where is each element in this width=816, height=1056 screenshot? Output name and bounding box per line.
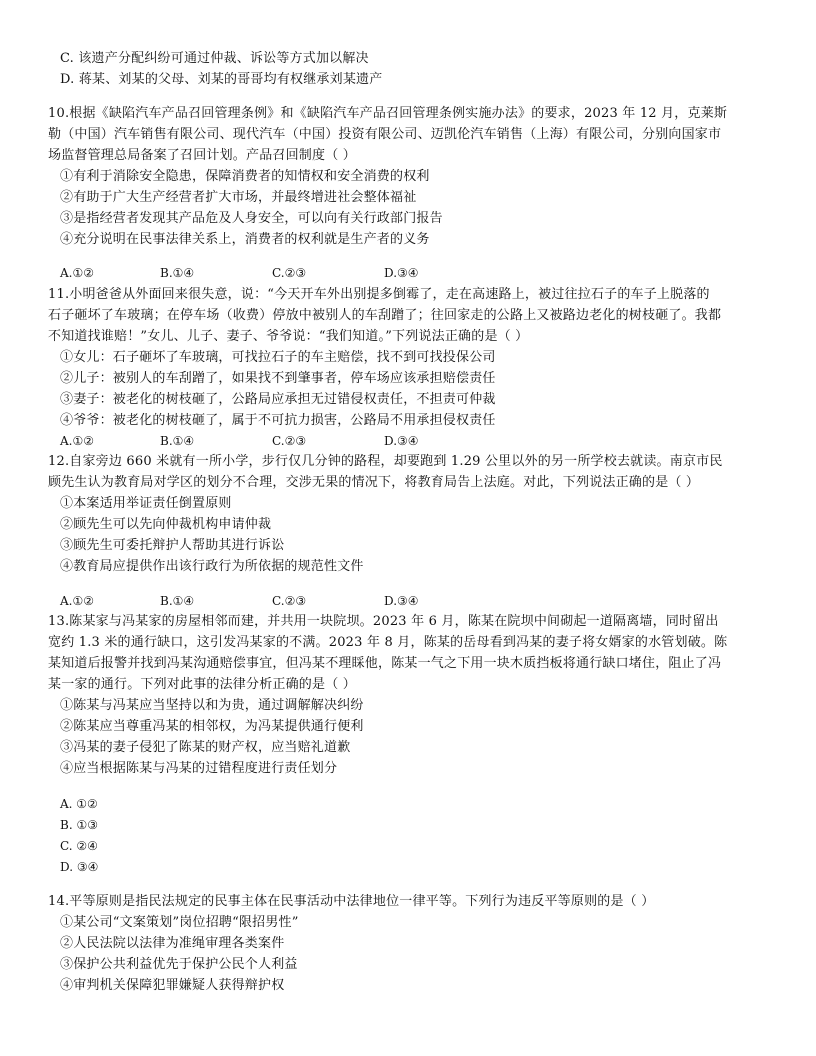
question-11-stem-line: 不知道找谁赔！”女儿、儿子、妻子、爷爷说：“我们知道。”下列说法正确的是（ ）	[48, 329, 529, 344]
question-10-stem-line: 场监督管理总局备案了召回计划。产品召回制度（ ）	[48, 148, 356, 163]
question-11-option-b: B.①④	[160, 434, 195, 448]
question-12-stem-line: 顾先生认为教育局对学区的划分不合理，交涉无果的情况下，将教育局告上法庭。对此，下列说法正确的是（ ）	[48, 475, 700, 490]
question-13-stem-line: 宽约 1.3 米的通行缺口，这引发冯某家的不满。2023 年 8 月，陈某的岳母看到冯某的妻子将女婿家的水管划破。陈	[48, 635, 728, 650]
question-11-stem-line: 石子砸坏了车玻璃；在停车场（收费）停放中被别人的车刮蹭了；往回家走的公路上又被路边老化的树枝砸了。我都	[48, 308, 722, 323]
question-11-option-a: A.①②	[60, 434, 94, 448]
question-13-option-b: B. ①③	[60, 818, 98, 832]
question-10-option-a: A.①②	[60, 266, 94, 280]
question-13-stem-line: 13.陈某家与冯某家的房屋相邻而建，并共用一块院坝。2023 年 6 月，陈某在院坝中间砌起一道隔离墙，同时留出	[48, 614, 719, 629]
question-12-stem-line: 12.自家旁边 660 米就有一所小学，步行仅几分钟的路程，却要跑到 1.29 公里以外的另一所学校去就读。南京市民	[48, 454, 723, 469]
question-10-item: ①有利于消除安全隐患，保障消费者的知情权和安全消费的权利	[60, 169, 430, 184]
question-12-option-a: A.①②	[60, 594, 94, 608]
question-10-stem-line: 勒（中国）汽车销售有限公司、现代汽车（中国）投资有限公司、迈凯伦汽车销售（上海）有限公司，分别向国家市	[48, 127, 722, 142]
question-10-option-d: D.③④	[384, 266, 419, 280]
question-11-item: ①女儿：石子砸坏了车玻璃，可找拉石子的车主赔偿，找不到可找投保公司	[60, 350, 496, 365]
question-13-option-c: C. ②④	[60, 839, 98, 853]
question-11-stem-line: 11.小明爸爸从外面回来很失意，说：“今天开车外出别提多倒霉了，走在高速路上，被过往拉石子的车子上脱落的	[48, 287, 710, 302]
question-12-option-b: B.①④	[160, 594, 195, 608]
question-14-item: ①某公司“文案策划”岗位招聘“限招男性”	[60, 915, 299, 930]
question-13-option-a: A. ①②	[60, 797, 98, 811]
question-10-item: ④充分说明在民事法律关系上，消费者的权利就是生产者的义务	[60, 232, 430, 247]
question-10-item: ③是指经营者发现其产品危及人身安全，可以向有关行政部门报告	[60, 211, 443, 226]
question-13-stem-line: 某知道后报警并找到冯某沟通赔偿事宜，但冯某不理睬他，陈某一气之下用一块木质挡板将通行缺口堵住，阻止了冯	[48, 656, 722, 671]
question-13-item: ③冯某的妻子侵犯了陈某的财产权，应当赔礼道歉	[60, 740, 351, 755]
question-11-option-c: C.②③	[272, 434, 307, 448]
question-13-item: ②陈某应当尊重冯某的相邻权，为冯某提供通行便利	[60, 719, 364, 734]
question-13-item: ④应当根据陈某与冯某的过错程度进行责任划分	[60, 761, 338, 776]
question-11-item: ③妻子：被老化的树枝砸了，公路局应承担无过错侵权责任，不担责可仲裁	[60, 392, 496, 407]
question-11-item: ④爷爷：被老化的树枝砸了，属于不可抗力损害，公路局不用承担侵权责任	[60, 413, 496, 428]
question-14-item: ④审判机关保障犯罪嫌疑人获得辩护权	[60, 978, 285, 993]
question-12-item: ①本案适用举证责任倒置原则	[60, 496, 232, 511]
prev-option-d: D. 蒋某、刘某的父母、刘某的哥哥均有权继承刘某遗产	[60, 72, 383, 87]
question-14-item: ③保护公共利益优先于保护公民个人利益	[60, 957, 298, 972]
question-11-item: ②儿子：被别人的车刮蹭了，如果找不到肇事者，停车场应该承担赔偿责任	[60, 371, 496, 386]
prev-option-c: C. 该遗产分配纠纷可通过仲裁、诉讼等方式加以解决	[60, 51, 369, 66]
question-10-stem-line: 10.根据《缺陷汽车产品召回管理条例》和《缺陷汽车产品召回管理条例实施办法》的要求，2023 年 12 月，克莱斯	[48, 106, 728, 121]
question-14-item: ②人民法院以法律为准绳审理各类案件	[60, 936, 285, 951]
question-14-stem-line: 14.平等原则是指民法规定的民事主体在民事活动中法律地位一律平等。下列行为违反平等原则的是（ ）	[48, 894, 655, 909]
question-10-option-c: C.②③	[272, 266, 307, 280]
question-10-item: ②有助于广大生产经营者扩大市场，并最终增进社会整体福祉	[60, 190, 417, 205]
question-12-item: ③顾先生可委托辩护人帮助其进行诉讼	[60, 538, 285, 553]
question-13-item: ①陈某与冯某应当坚持以和为贵，通过调解解决纠纷	[60, 698, 364, 713]
question-12-option-d: D.③④	[384, 594, 419, 608]
question-11-option-d: D.③④	[384, 434, 419, 448]
question-12-item: ④教育局应提供作出该行政行为所依据的规范性文件	[60, 559, 364, 574]
question-10-option-b: B.①④	[160, 266, 195, 280]
question-13-stem-line: 某一家的通行。下列对此事的法律分析正确的是（ ）	[48, 677, 356, 692]
question-12-item: ②顾先生可以先向仲裁机构申请仲裁	[60, 517, 272, 532]
question-13-option-d: D. ③④	[60, 860, 99, 874]
question-12-option-c: C.②③	[272, 594, 307, 608]
